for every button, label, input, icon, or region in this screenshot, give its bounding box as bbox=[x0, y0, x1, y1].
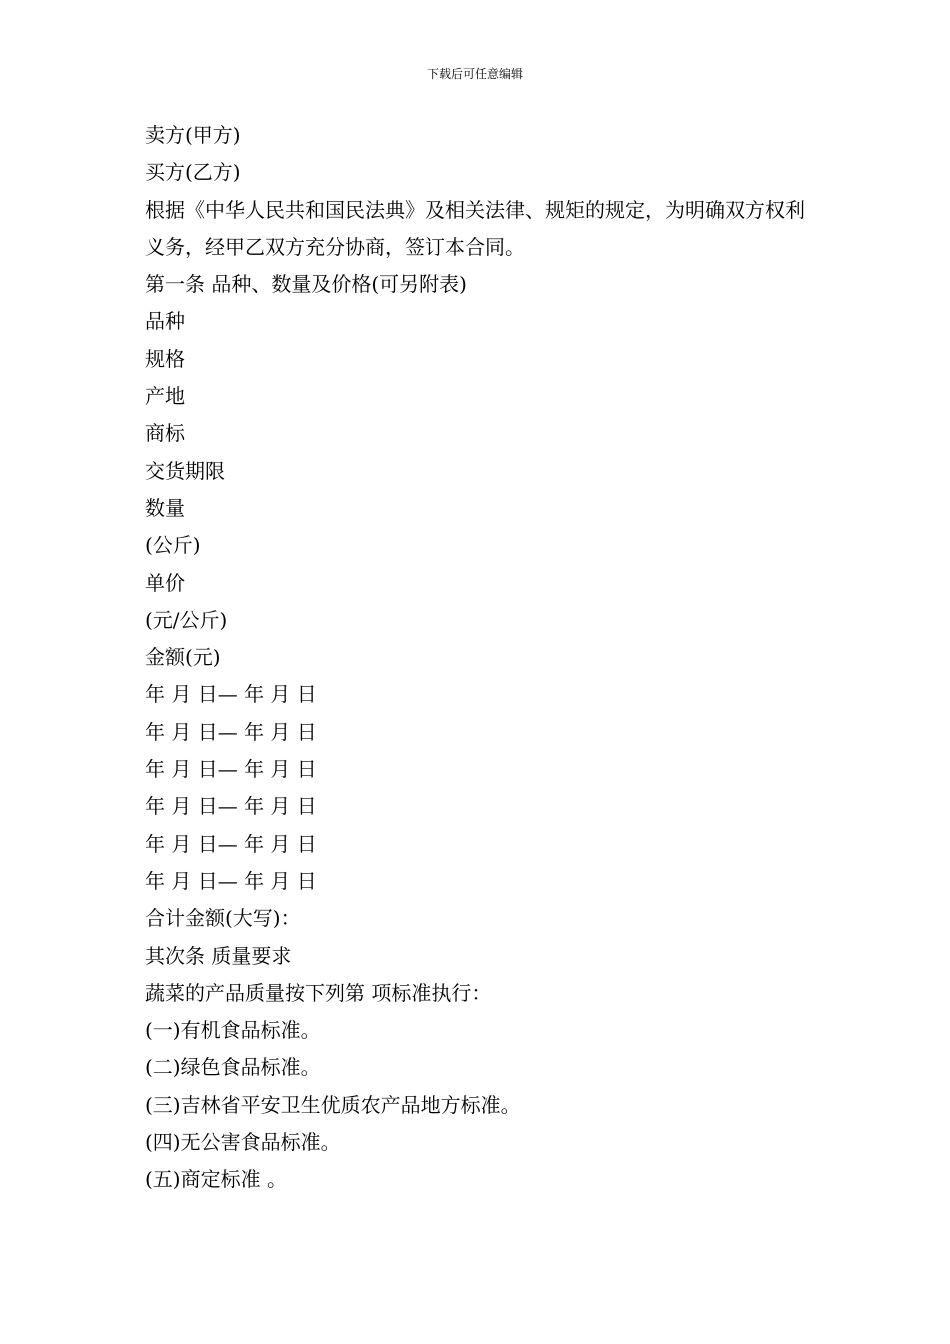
document-body bbox=[145, 117, 815, 1199]
date-range-row: 年 月 日— 年 月 日 bbox=[145, 831, 317, 856]
field-unit-price: 单价 bbox=[145, 570, 185, 595]
date-range-row: 年 月 日— 年 月 日 bbox=[145, 868, 317, 893]
date-range-row: 年 月 日— 年 月 日 bbox=[145, 682, 317, 707]
date-range-row: 年 月 日— 年 月 日 bbox=[145, 719, 317, 744]
standard-item: (五)商定标准 。 bbox=[145, 1167, 287, 1192]
article-2-heading: 其次条 质量要求 bbox=[145, 943, 292, 968]
field-quantity: 数量 bbox=[145, 495, 185, 520]
field-quantity-unit: (公斤) bbox=[145, 533, 201, 558]
field-amount: 金额(元) bbox=[145, 645, 221, 670]
buyer-line: 买方(乙方) bbox=[145, 160, 241, 185]
field-variety: 品种 bbox=[145, 309, 185, 334]
standard-item: (三)吉林省平安卫生优质农产品地方标准。 bbox=[145, 1092, 521, 1117]
field-trademark: 商标 bbox=[145, 421, 185, 446]
quality-intro: 蔬菜的产品质量按下列第 项标准执行： bbox=[145, 980, 492, 1005]
standard-item: (四)无公害食品标准。 bbox=[145, 1130, 341, 1155]
field-origin: 产地 bbox=[145, 384, 185, 409]
field-unit-price-unit: (元/公斤) bbox=[145, 607, 228, 632]
article-1-heading: 第一条 品种、数量及价格(可另附表) bbox=[145, 272, 467, 297]
date-range-row: 年 月 日— 年 月 日 bbox=[145, 794, 317, 819]
total-amount-line: 合计金额(大写)： bbox=[145, 906, 301, 931]
field-delivery-term: 交货期限 bbox=[145, 458, 225, 483]
standard-item: (二)绿色食品标准。 bbox=[145, 1055, 321, 1080]
standard-item: (一)有机食品标准。 bbox=[145, 1018, 321, 1043]
intro-paragraph: 根据《中华人民共和国民法典》及相关法律、规矩的规定，为明确双方权利义务，经甲乙双方充分协商，签订本合同。 bbox=[145, 197, 805, 259]
seller-line: 卖方(甲方) bbox=[145, 123, 241, 147]
page-header: 下载后可任意编辑 bbox=[426, 67, 523, 81]
field-spec: 规格 bbox=[145, 346, 185, 371]
date-range-row: 年 月 日— 年 月 日 bbox=[145, 757, 317, 782]
